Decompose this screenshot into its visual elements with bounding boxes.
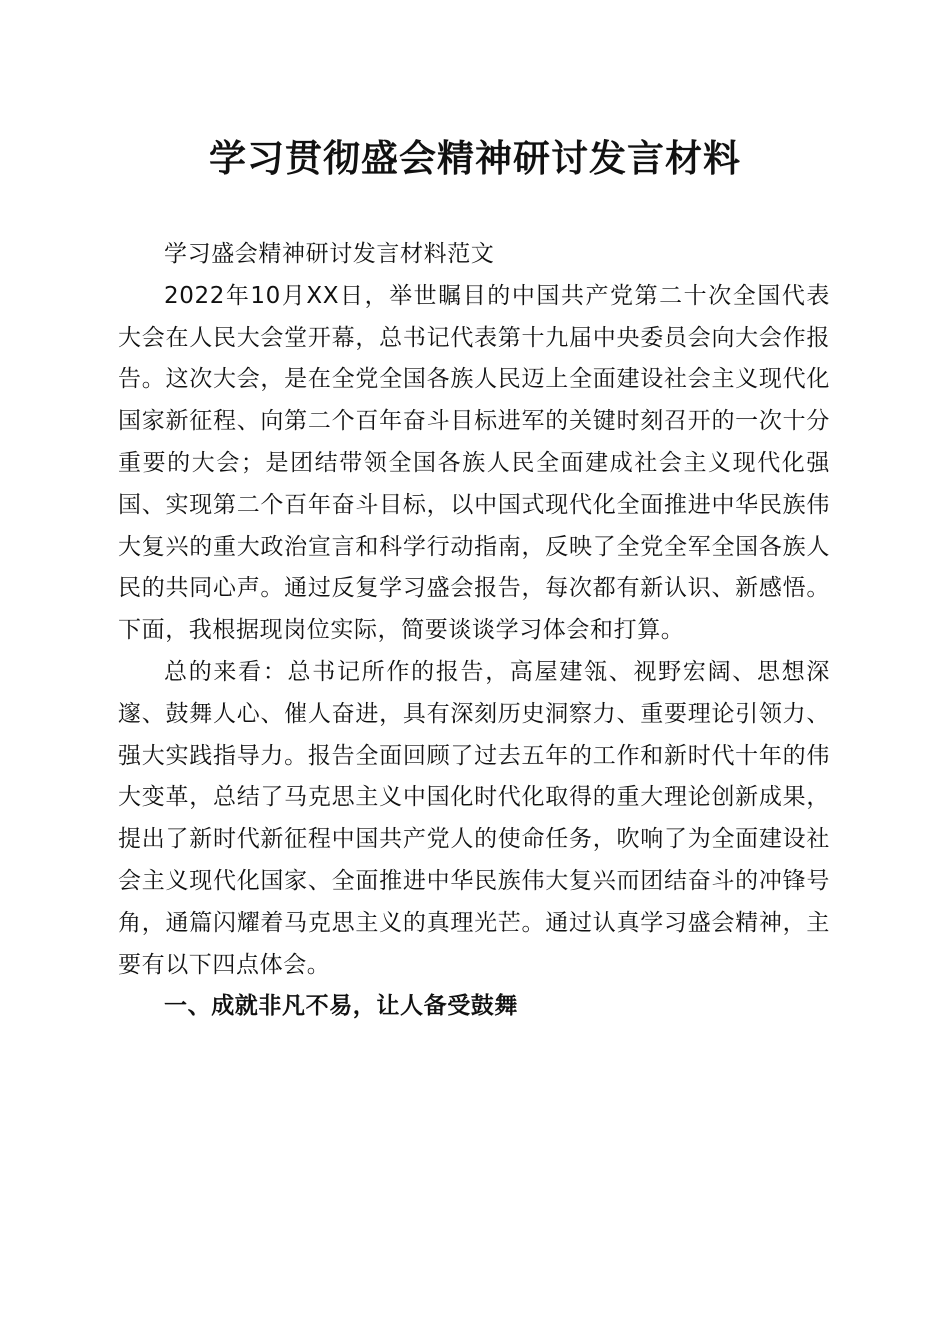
document-body bbox=[118, 234, 830, 1028]
subtitle-paragraph: 学习盛会精神研讨发言材料范文 bbox=[164, 241, 495, 267]
body-paragraph-1: 2022年10月XX日，举世瞩目的中国共产党第二十次全国代表大会在人民大会堂开幕，总书记代表第十九届中央委员会向大会作报告。这次大会，是在全党全国各族人民迈上全面建设社会主义现代化国家新征程、向第二个百年奋斗目标进军的关键时刻召开的一次十分重要的大会；是团结带领全国各族人民全面建成社会主义现代化强国、实现第二个百年奋斗目标，以中国式现代化全面推进中华民族伟大复兴的重大政治宣言和科学行动指南，反映了全党全军全国各族人民的共同心声。通过反复学习盛会报告，每次都有新认识、新感悟。下面，我根据现岗位实际，简要谈谈学习体会和打算。 bbox=[118, 282, 830, 644]
section-heading-1: 一、成就非凡不易，让人备受鼓舞 bbox=[164, 993, 518, 1020]
body-paragraph-2: 总的来看：总书记所作的报告，高屋建瓴、视野宏阔、思想深邃、鼓舞人心、催人奋进，具有深刻历史洞察力、重要理论引领力、强大实践指导力。报告全面回顾了过去五年的工作和新时代十年的伟大变革，总结了马克思主义中国化时代化取得的重大理论创新成果，提出了新时代新征程中国共产党人的使命任务，吹响了为全面建设社会主义现代化国家、全面推进中华民族伟大复兴而团结奋斗的冲锋号角，通篇闪耀着马克思主义的真理光芒。通过认真学习盛会精神，主要有以下四点体会。 bbox=[118, 658, 830, 978]
document-title: 学习贯彻盛会精神研讨发言材料 bbox=[209, 136, 741, 180]
